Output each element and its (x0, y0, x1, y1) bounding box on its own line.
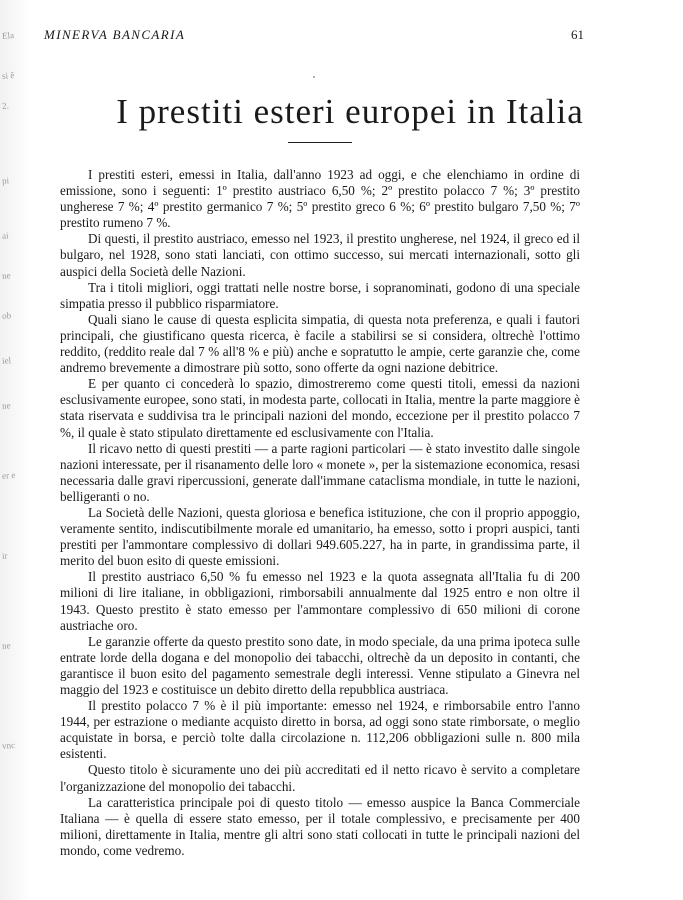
margin-fragment: er e (1, 469, 16, 481)
paragraph: Il ricavo netto di questi prestiti — a parte ragioni particolari — è stato investito dalle singole nazioni interessate, per il risanamento delle loro « monete », per la sistemazione economica, resasi necessaria dalle gravi ripercussioni, generate dall'immane cataclisma mondiale, in tutte le nazioni, belligeranti o no. (60, 440, 580, 504)
adjacent-page-bleed (0, 0, 30, 900)
margin-fragment: ob (1, 310, 12, 321)
paragraph: Di questi, il prestito austriaco, emesso nel 1923, il prestito ungherese, nel 1924, il greco ed il bulgaro, nel 1928, sono stati lanciati, con ottimo successo, sui mercati internazionali, sotto gli auspici della Società delle Nazioni. (60, 231, 580, 279)
margin-fragment: ai (1, 230, 9, 241)
margin-fragment: vnc (1, 739, 16, 751)
paragraph: Quali siano le cause di questa esplicita simpatia, di questa nota preferenza, e quali i fautori principali, che giustificano questa ricerca, è facile a stabilirsi se si considera, oltrechè l'ottimo reddito, (reddito reale dal 7 % all'8 % e più) anche e sopratutto le ampie, certe garanzie che, come andremo brevemente a dimostrare più sotto, sono offerte da ogni nazione debitrice. (60, 311, 580, 376)
margin-fragment: iel (1, 355, 12, 366)
paragraph: Il prestito polacco 7 % è il più importante: emesso nel 1924, e rimborsabile entro l'anno 1944, per estrazione o mediante acquisto diretto in borsa, ad oggi sono state rimborsate, o meglio acquistate in borsa, e perciò tolte dalla circolazione n. 112,206 obbligazioni sulle n. 800 mila esistenti. (60, 698, 580, 762)
page-number: 61 (571, 27, 584, 42)
paragraph: I prestiti esteri, emessi in Italia, dall'anno 1923 ad oggi, e che elenchiamo in ordine di emissione, sono i seguenti: 1º prestito austriaco 6,50 %; 2º prestito polacco 7 %; 3º prestito ungherese 7 %; 4º prestito germanico 7 %; 5º prestito greco 6 %; 6º prestito bulgaro 7,50 %; 7º prestito rumeno 7 %. (60, 167, 580, 231)
paragraph: Tra i titoli migliori, oggi trattati nelle nostre borse, i sopranominati, godono di una speciale simpatia presso il pubblico risparmiatore. (60, 279, 580, 311)
article-body (60, 167, 580, 859)
margin-fragment: si ê (1, 69, 15, 81)
margin-fragment: ne (1, 400, 11, 411)
article-title: I prestiti esteri europei in Italia (116, 92, 584, 131)
paragraph: La Società delle Nazioni, questa gloriosa e benefica istituzione, che con il proprio appoggio, veramente sentito, indiscutibilmente morale ed umanitario, ha emesso, sotto i propri auspici, tanti prestiti per l'ammontare complessivo di dollari 949.605.227, ha in parte, in grandissima parte, il merito del buon esito di queste emissioni. (60, 504, 580, 569)
margin-fragment: ne (1, 640, 11, 651)
paragraph: Il prestito austriaco 6,50 % fu emesso nel 1923 e la quota assegnata all'Italia fu di 200 milioni di lire italiane, in obbligazioni, rimborsabili annualmente dal 1925 entro e non oltre il 1943. Questo prestito è stato emesso per l'ammontare complessivo di 650 milioni di corone austriache oro. (60, 569, 580, 633)
journal-title: MINERVA BANCARIA (44, 27, 186, 42)
paragraph: Le garanzie offerte da questo prestito sono date, in modo speciale, da una prima ipoteca sulle entrate lorde della dogana e del monopolio dei tabacchi, oltrechè da un deposito in contanti, che garantisce il buon esito del pagamento semestrale degli interessi. Venne stipulato a Ginevra nel maggio del 1923 e costituisce un debito diretto della repubblica austriaca. (60, 633, 580, 697)
title-underline (288, 142, 352, 143)
margin-fragment: ne (1, 270, 11, 281)
margin-fragment: 2. (1, 100, 10, 111)
margin-fragment: Ela (1, 30, 15, 41)
margin-fragment: ir (1, 550, 8, 561)
paragraph: La caratteristica principale poi di questo titolo — emesso auspice la Banca Commerciale Italiana — è quella di essere stato emesso, per il totale complessivo, e precisamente per 400 milioni, direttamente in Italia, mentre gli altri sono stati collocati in tutte le principali nazioni del mondo, come vedremo. (60, 794, 580, 858)
margin-fragment: pi (1, 175, 10, 186)
paragraph: E per quanto ci concederà lo spazio, dimostreremo come questi titoli, emessi da nazioni esclusivamente europee, sono stati, in modesta parte, collocati in Italia, mentre la parte maggiore è stata riservata e suddivisa tra le principali nazioni del mondo, eccezione per il prestito polacco 7 %, il quale è stato stipulato direttamente ed esclusivamente con l'Italia. (60, 376, 580, 440)
running-head (44, 27, 584, 47)
print-speck (313, 76, 315, 78)
paragraph: Questo titolo è sicuramente uno dei più accreditati ed il netto ricavo è servito a completare l'organizzazione del monopolio dei tabacchi. (60, 762, 580, 794)
